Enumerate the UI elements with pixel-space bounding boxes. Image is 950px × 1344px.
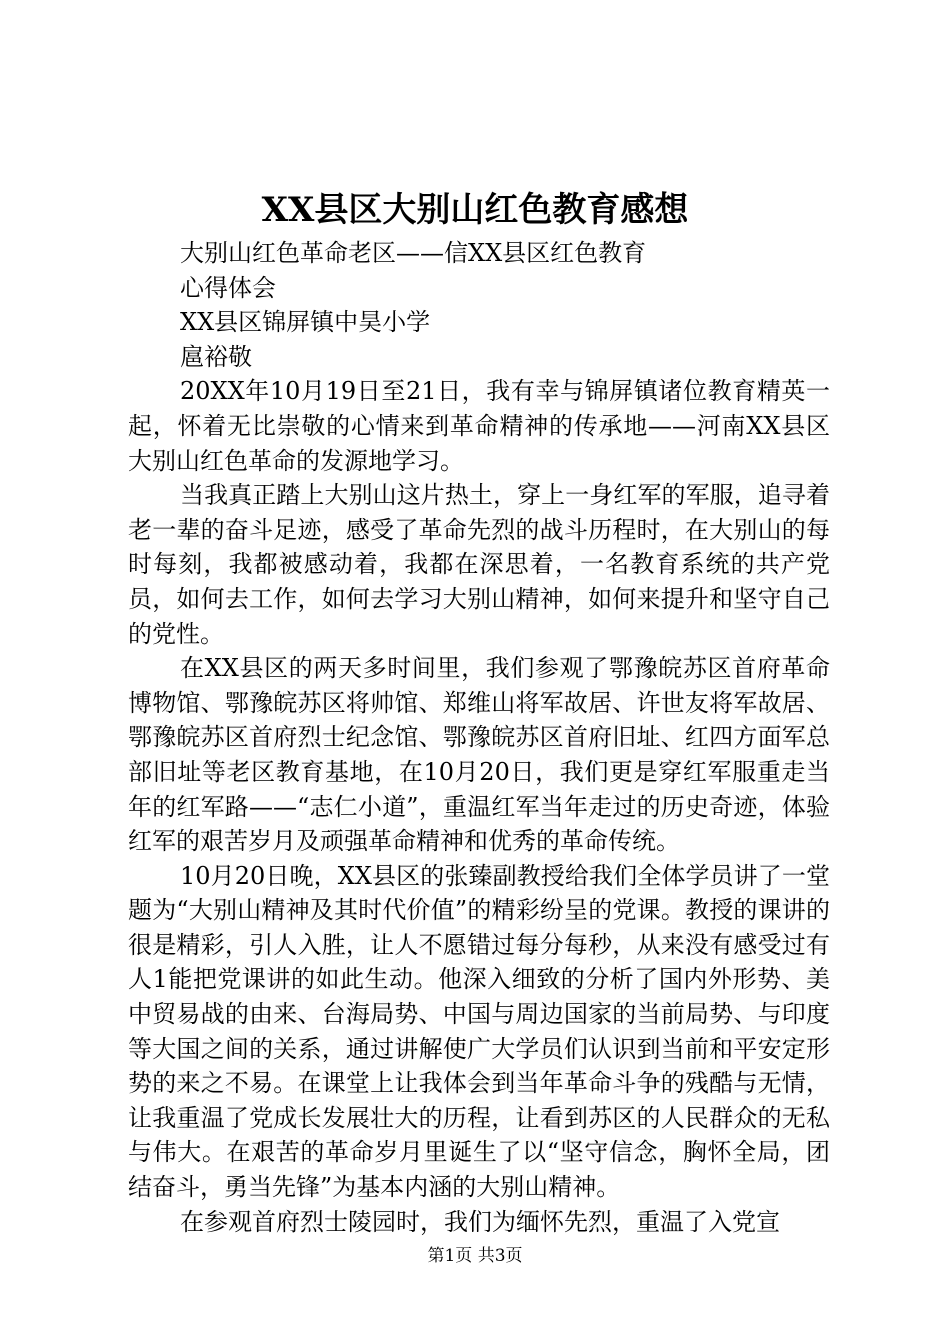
school-name: XX县区锦屏镇中昊小学 [180,308,431,337]
paragraph: 在XX县区的两天多时间里，我们参观了鄂豫皖苏区首府革命博物馆、鄂豫皖苏区将帅馆、郑维山将军故居、许世友将军故居、鄂豫皖苏区首府烈士纪念馆、鄂豫皖苏区首府旧址、红四方面军总部旧址等老区教育基地，在10月20日，我们更是穿红军服重走当年的红军路——“志仁小道”，重温红军当年走过的历史奇迹，体验红军的艰苦岁月及顽强革命精神和优秀的革命传统。 [128,654,830,856]
paragraph: 在参观首府烈士陵园时，我们为缅怀先烈，重温了入党宣 [180,1207,780,1236]
subtitle-line-2: 心得体会 [180,273,276,302]
page-footer: 第1页 共3页 [427,1246,523,1266]
document-title: XX县区大别山红色教育感想 [261,190,689,230]
author-name: 扈裕敬 [180,342,252,371]
paragraph: 当我真正踏上大别山这片热土，穿上一身红军的军服，追寻着老一辈的奋斗足迹，感受了革命先烈的战斗历程时，在大别山的每时每刻，我都被感动着，我都在深思着，一名教育系统的共产党员，如何去工作，如何去学习大别山精神，如何来提升和坚守自己的党性。 [128,481,830,648]
subtitle-line-1: 大别山红色革命老区——信XX县区红色教育 [180,239,647,267]
paragraph: 20XX年10月19日至21日，我有幸与锦屏镇诸位教育精英一起，怀着无比崇敬的心情来到革命精神的传承地——河南XX县区大别山红色革命的发源地学习。 [128,377,830,475]
paragraph: 10月20日晚，XX县区的张臻副教授给我们全体学员讲了一堂题为“大别山精神及其时代价值”的精彩纷呈的党课。教授的课讲的很是精彩，引人入胜，让人不愿错过每分每秒，从来没有感受过有人1能把党课讲的如此生动。他深入细致的分析了国内外形势、美中贸易战的由来、台海局势、中国与周边国家的当前局势、与印度等大国之间的关系，通过讲解使广大学员们认识到当前和平安定形势的来之不易。在课堂上让我体会到当年革命斗争的残酷与无情，让我重温了党成长发展壮大的历程，让看到苏区的人民群众的无私与伟大。在艰苦的革命岁月里诞生了以“坚守信念，胸怀全局，团结奋斗，勇当先锋”为基本内涵的大别山精神。 [128,861,830,1202]
document-body [128,236,830,1239]
